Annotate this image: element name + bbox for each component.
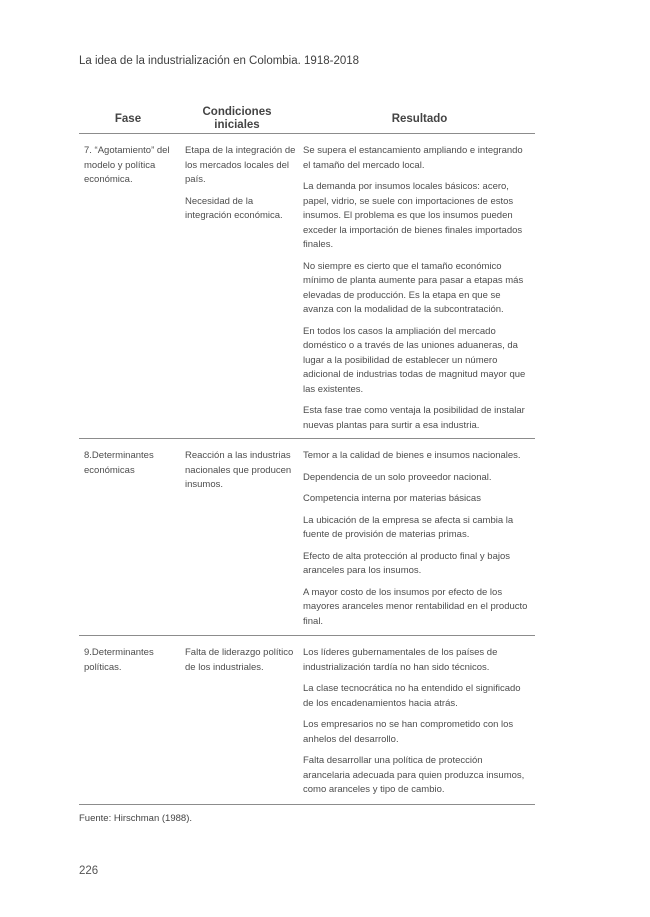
resultado-text: La demanda por insumos locales básicos: acero, papel, vidrio, se suele con importaciones de estos insumos. El problema es que los insumos pueden exceder la importación de bienes finales importados finales. [303, 181, 523, 250]
header-fase: Fase [114, 113, 142, 125]
table-row [79, 439, 535, 636]
fase-cell: 8.Determinantes económicas [84, 450, 154, 476]
condicion-text: Reacción a las industrias nacionales que producen insumos. [185, 450, 292, 490]
resultado-text: Falta desarrollar una política de protección arancelaria adecuada para quien produzca insumos, como aranceles y tipo de cambio. [303, 755, 525, 795]
resultado-text: La ubicación de la empresa se afecta si cambia la fuente de provisión de materias primas. [303, 514, 514, 540]
resultado-text: Competencia interna por materias básicas [303, 493, 481, 504]
condiciones-cell [185, 646, 300, 682]
header-resultado: Resultado [391, 113, 448, 125]
resultado-text: Los empresarios no se han comprometido con los anhelos del desarrollo. [303, 719, 514, 745]
resultado-text: Esta fase trae como ventaja la posibilidad de instalar nuevas plantas para surtir a esa industria. [303, 405, 525, 431]
resultado-text: Efecto de alta protección al producto final y bajos aranceles para los insumos. [303, 550, 511, 576]
condicion-text: Etapa de la integración de los mercados locales del país. [185, 145, 296, 185]
phases-table [79, 101, 535, 805]
table-row [79, 636, 535, 805]
fase-cell: 9.Determinantes políticas. [84, 647, 154, 673]
resultado-text: Se supera el estancamiento ampliando e integrando el tamaño del mercado local. [303, 145, 523, 171]
source-note: Fuente: Hirschman (1988). [79, 813, 192, 824]
header-condiciones: Condiciones iniciales [202, 106, 272, 131]
fase-cell: 7. “Agotamiento” del modelo y política económica. [84, 145, 170, 185]
page-number: 226 [79, 865, 99, 877]
resultado-cell [303, 144, 531, 440]
resultado-text: Los líderes gubernamentales de los países de industrialización tardía no han sido técnicos. [303, 647, 498, 673]
condicion-text: Necesidad de la integración económica. [185, 195, 283, 221]
condicion-text: Falta de liderazgo político de los industriales. [185, 647, 294, 673]
resultado-cell [303, 646, 531, 805]
running-header: La idea de la industrialización en Colombia. 1918-2018 [79, 55, 360, 67]
resultado-text: Temor a la calidad de bienes e insumos nacionales. [303, 450, 521, 461]
resultado-text: A mayor costo de los insumos por efecto de los mayores aranceles menor rentabilidad en el producto final. [303, 586, 528, 627]
resultado-text: No siempre es cierto que el tamaño económico mínimo de planta aumente para pasar a etapas más elevadas de producción. Es la etapa en que se avanza con la modalidad de la subcontratación. [303, 260, 524, 315]
resultado-text: La clase tecnocrática no ha entendido el significado de los encadenamientos hacia atrás. [303, 683, 521, 709]
resultado-text: En todos los casos la ampliación del mercado doméstico o a través de las uniones aduaneras, da lugar a la posibilidad de establecer un número adicional de industrias todas de magnitud mayor que las existentes. [303, 325, 526, 395]
condiciones-cell [185, 144, 300, 231]
condiciones-cell [185, 449, 300, 500]
resultado-cell [303, 449, 531, 636]
table-row [79, 134, 535, 439]
resultado-text: Dependencia de un solo proveedor nacional. [303, 471, 492, 483]
table-header [79, 101, 535, 134]
